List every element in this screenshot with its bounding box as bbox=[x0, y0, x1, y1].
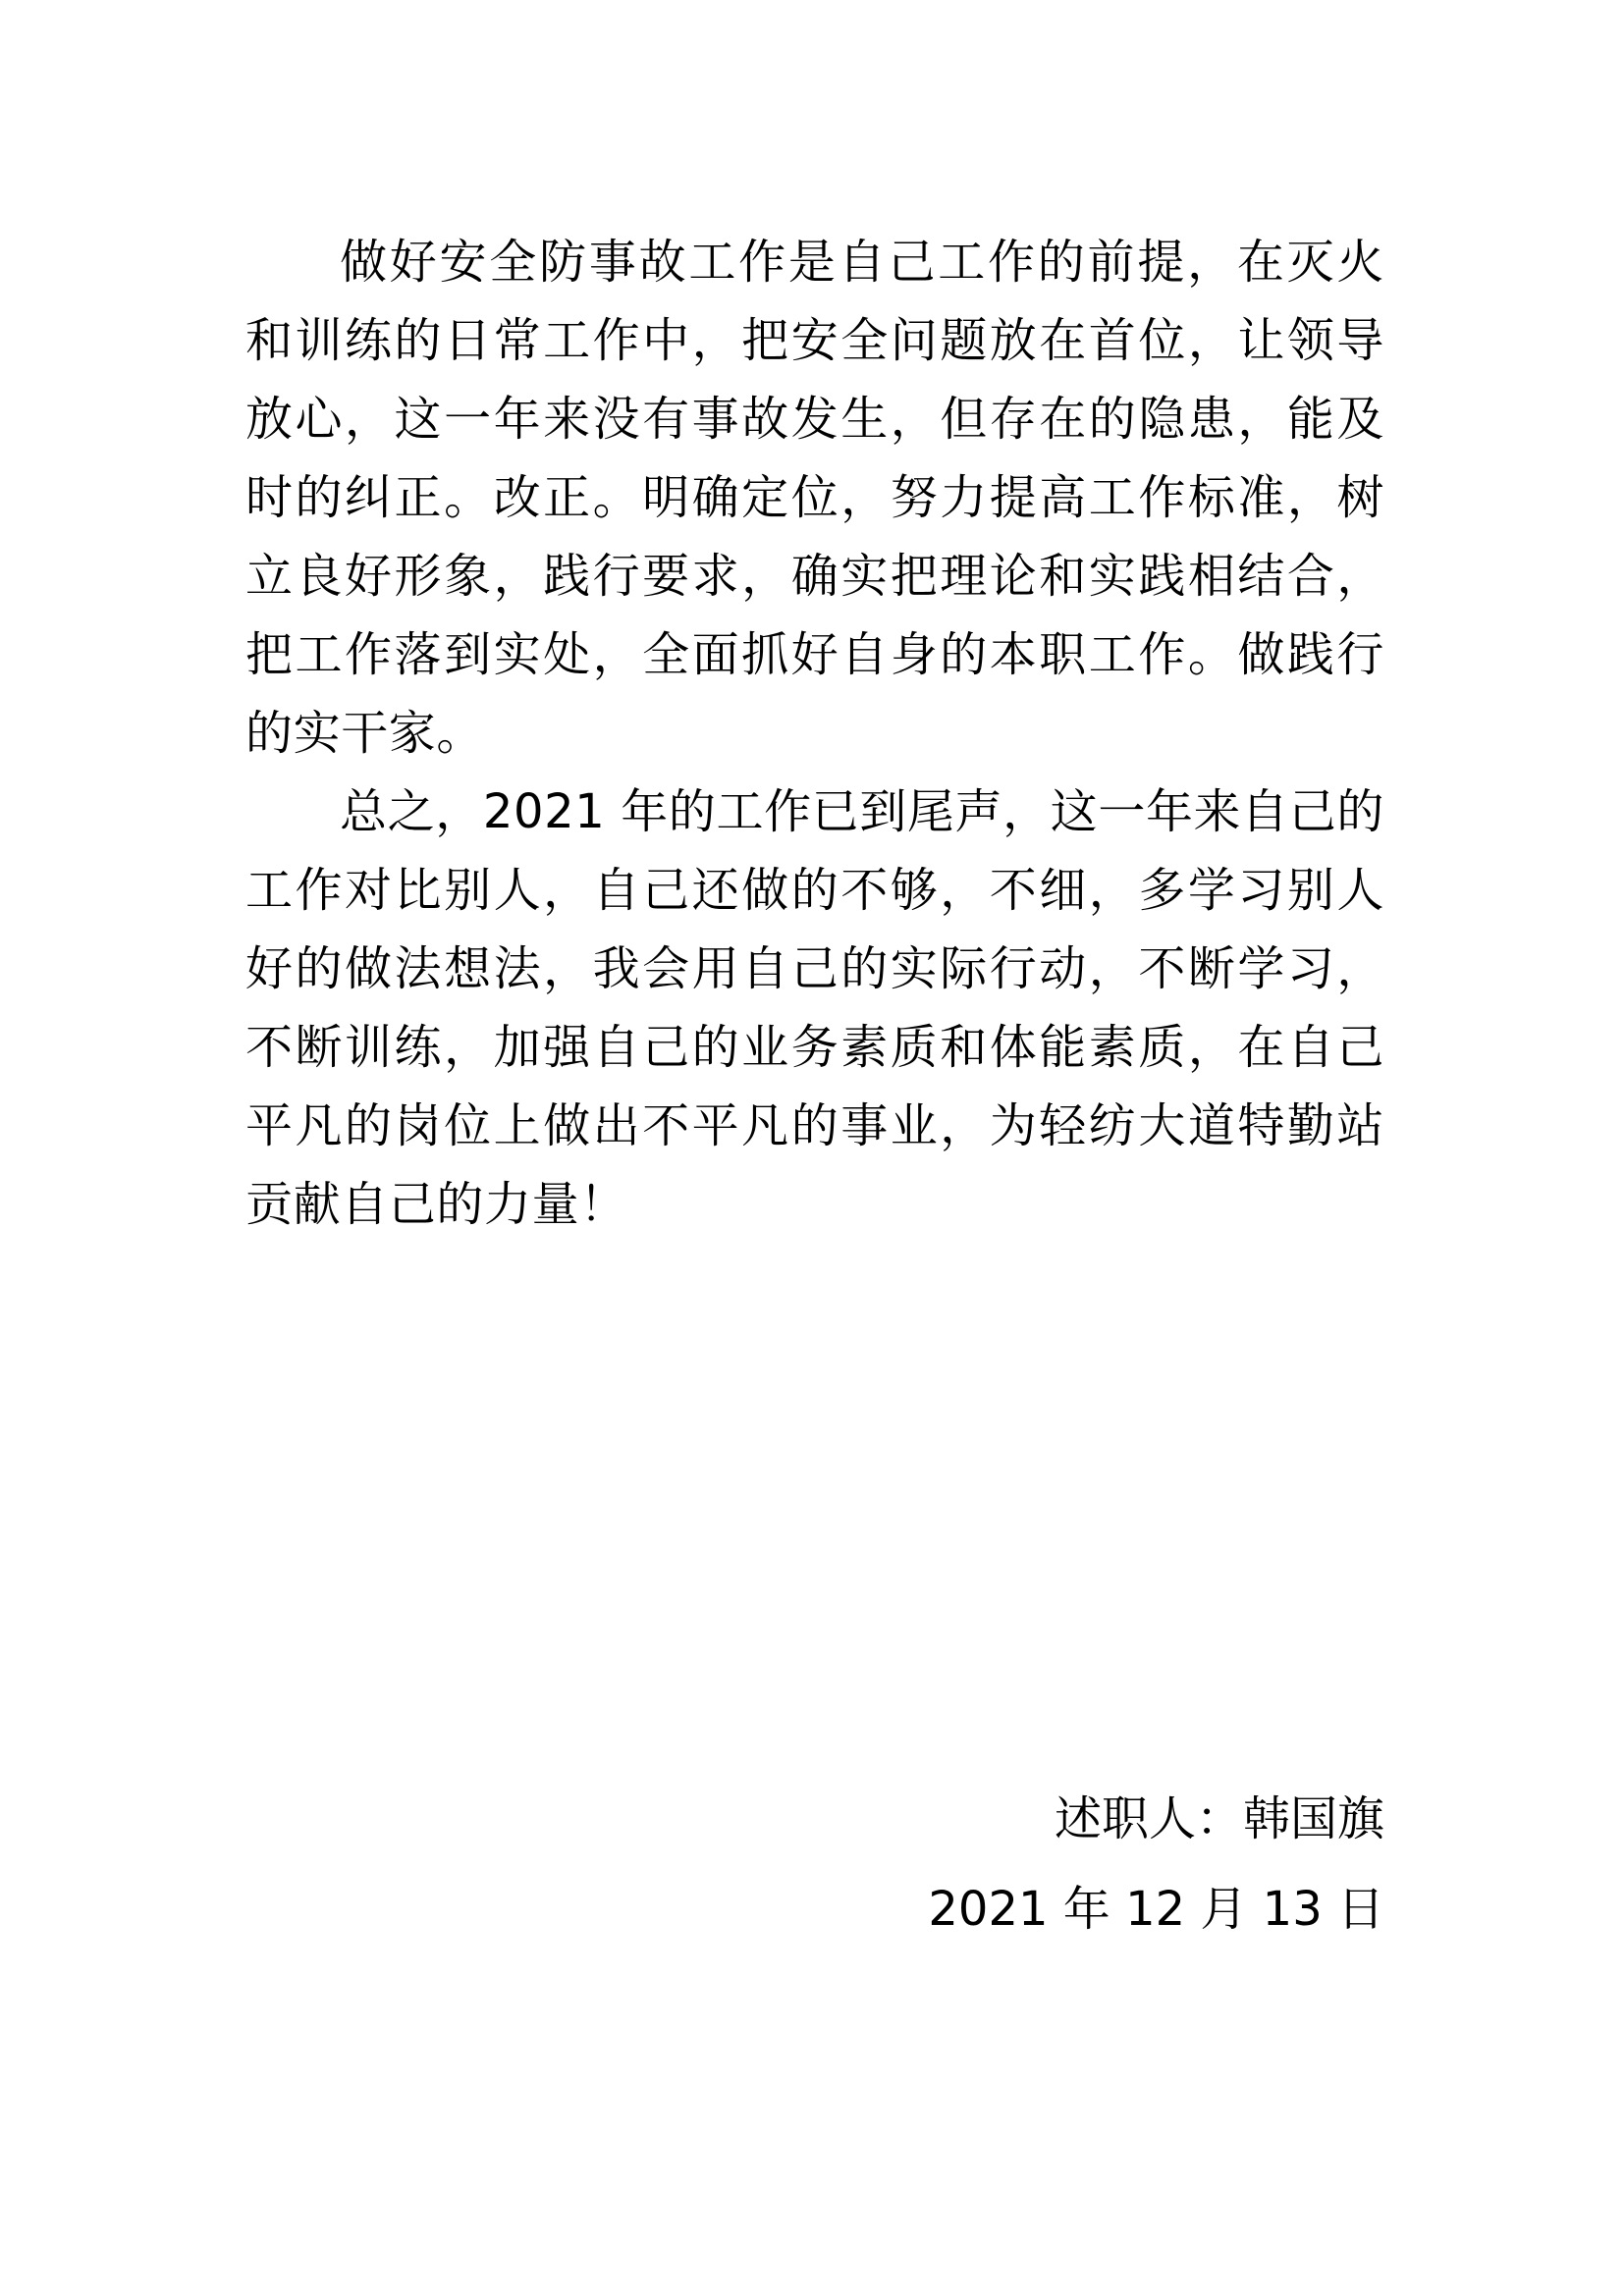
document-body bbox=[245, 223, 1384, 1244]
signature-author: 述职人：韩国旗 bbox=[1054, 1791, 1384, 1846]
paragraph-summary: 总之，2021 年的工作已到尾声，这一年来自己的工作对比别人，自己还做的不够，不细，多学习别人好的做法想法，我会用自己的实际行动，不断学习，不断训练，加强自己的业务素质和体能素质，在自己平凡的岗位上做出不平凡的事业，为轻纺大道特勤站贡献自己的力量！ bbox=[245, 784, 1384, 1232]
paragraph-safety-work: 做好安全防事故工作是自己工作的前提，在灭火和训练的日常工作中，把安全问题放在首位，让领导放心，这一年来没有事故发生，但存在的隐患，能及时的纠正。改正。明确定位，努力提高工作标准，树立良好形象，践行要求，确实把理论和实践相结合，把工作落到实处，全面抓好自身的本职工作。做践行的实干家。 bbox=[245, 235, 1384, 761]
signature-date: 2021 年 12 月 13 日 bbox=[928, 1882, 1384, 1937]
signature-block bbox=[928, 1774, 1384, 1954]
